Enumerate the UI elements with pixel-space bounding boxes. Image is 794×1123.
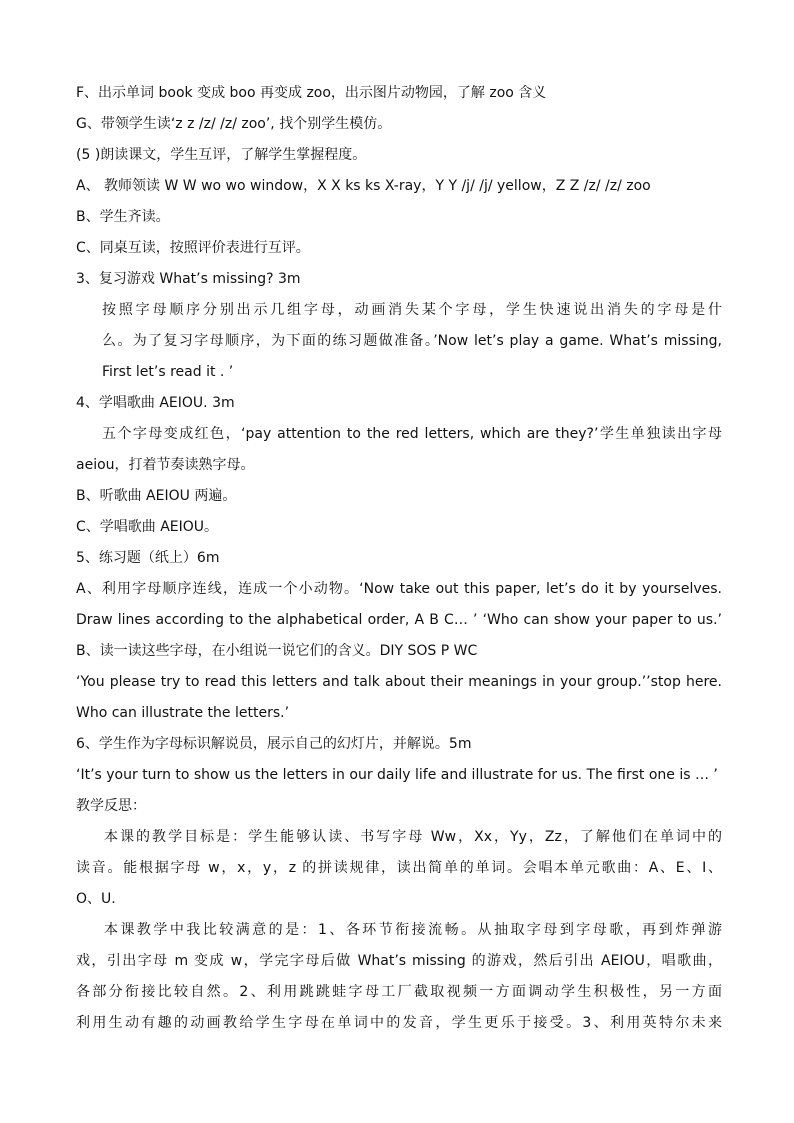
section-heading: 5、练习题（纸上）6m bbox=[76, 550, 220, 566]
text-line: 本课的教学目标是：学生能够认读、书写字母 Ww，Xx，Yy，Zz，了解他们在单词中的 bbox=[104, 829, 722, 845]
text-line: 读音。能根据字母 w，x，y，z 的拼读规律，读出简单的单词。会唱本单元歌曲：A、E、I、 bbox=[76, 860, 722, 876]
section-heading: 3、复习游戏 What’s missing? 3m bbox=[76, 271, 301, 287]
text-line: 各部分衔接比较自然。2、利用跳跳蛙字母工厂截取视频一方面调动学生积极性，另一方面 bbox=[76, 984, 722, 1000]
text-line: 五个字母变成红色，‘pay attention to the red letters, which are they?’学生单独读出字母 bbox=[102, 426, 722, 442]
text-line: A、利用字母顺序连线，连成一个小动物。‘Now take out this paper, let’s do it by yourselves. bbox=[76, 581, 722, 597]
text-line: 利用生动有趣的动画教给学生字母在单词中的发音，学生更乐于接受。3、利用英特尔未来 bbox=[76, 1015, 722, 1031]
document-page bbox=[76, 78, 722, 1039]
text-line: A、 教师领读 W W wo wo window，X X ks ks X-ray，Y Y /j/ /j/ yellow，Z Z /z/ /z/ zoo bbox=[76, 178, 651, 194]
section-heading: 4、学唱歌曲 AEIOU. 3m bbox=[76, 395, 235, 411]
text-line: B、学生齐读。 bbox=[76, 209, 170, 225]
text-line: ‘It’s your turn to show us the letters in our daily life and illustrate for us. The first one is … ’ bbox=[76, 767, 718, 783]
section-heading: 6、学生作为字母标识解说员，展示自己的幻灯片，并解说。5m bbox=[76, 736, 472, 752]
section-heading: 教学反思： bbox=[76, 798, 146, 814]
text-line: ‘You please try to read this letters and talk about their meanings in your group.’’stop here. bbox=[76, 674, 722, 690]
text-line: aeiou，打着节奏读熟字母。 bbox=[76, 457, 255, 473]
text-line: C、同桌互读，按照评价表进行互评。 bbox=[76, 240, 310, 256]
text-line: (5 )朗读课文，学生互评，了解学生掌握程度。 bbox=[76, 147, 367, 163]
text-line: O、U. bbox=[76, 891, 116, 907]
text-line: 么。为了复习字母顺序，为下面的练习题做准备。’Now let’s play a game. What’s missing, bbox=[102, 333, 722, 349]
text-line: B、听歌曲 AEIOU 两遍。 bbox=[76, 488, 237, 504]
text-line: First let’s read it . ’ bbox=[102, 364, 234, 380]
text-line: G、带领学生读‘z z /z/ /z/ zoo’, 找个别学生模仿。 bbox=[76, 116, 392, 132]
text-line: F、出示单词 book 变成 boo 再变成 zoo，出示图片动物园，了解 zoo 含义 bbox=[76, 85, 547, 101]
text-line: 本课教学中我比较满意的是：1、各环节衔接流畅。从抽取字母到字母歌，再到炸弹游 bbox=[104, 922, 722, 938]
text-line: Who can illustrate the letters.’ bbox=[76, 705, 290, 721]
text-line: C、学唱歌曲 AEIOU。 bbox=[76, 519, 219, 535]
text-line: 戏，引出字母 m 变成 w，学完字母后做 What’s missing 的游戏，然后引出 AEIOU，唱歌曲， bbox=[76, 953, 722, 969]
text-line: 按照字母顺序分别出示几组字母，动画消失某个字母，学生快速说出消失的字母是什 bbox=[102, 302, 722, 318]
text-line: Draw lines according to the alphabetical order, A B C… ’ ‘Who can show your paper to us.’ bbox=[76, 612, 722, 628]
text-line: B、读一读这些字母，在小组说一说它们的含义。DIY SOS P WC bbox=[76, 643, 478, 659]
